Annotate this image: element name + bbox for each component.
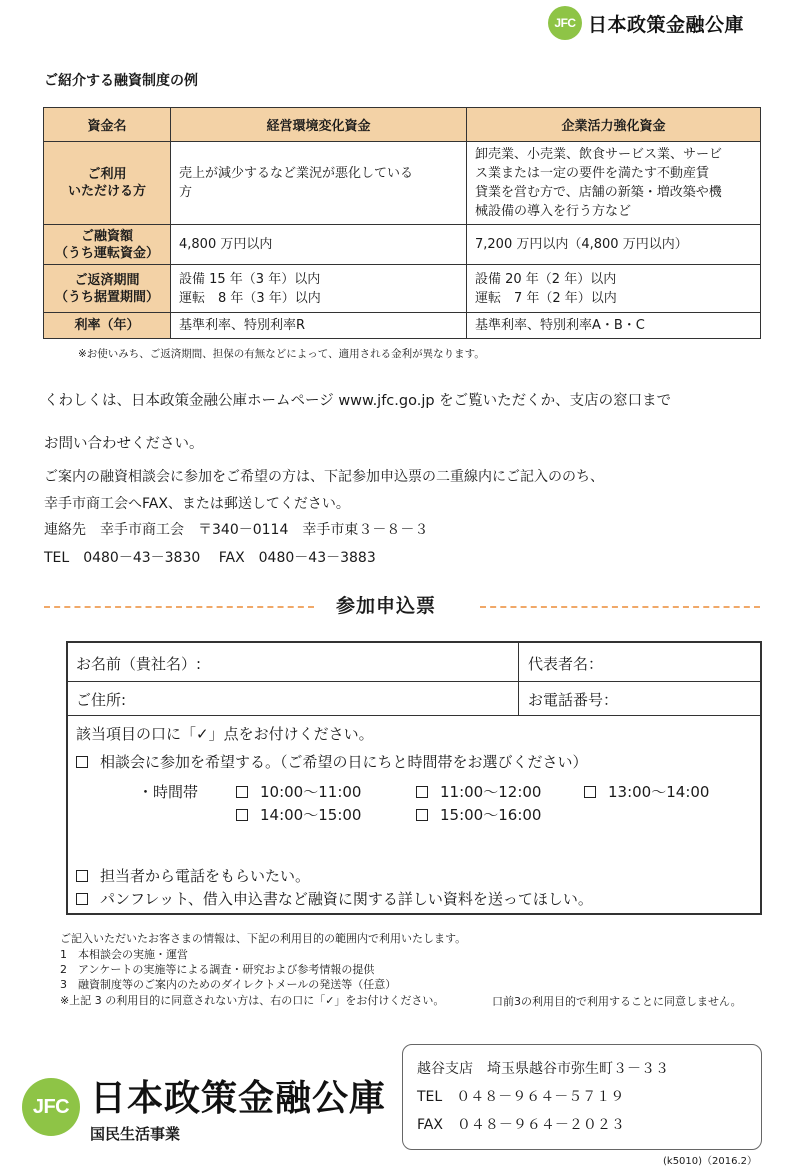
document-code: (k5010)（2016.2） bbox=[663, 1156, 758, 1167]
time-slot bbox=[584, 781, 709, 802]
cell-line: ス業または一定の要件を満たす不動産賃 bbox=[475, 166, 710, 181]
contact-phone: TEL 0480－43－3830 FAX 0480－43－3883 bbox=[44, 550, 376, 566]
table-header-cell: 企業活力強化資金 bbox=[467, 108, 761, 142]
section-title: ご紹介する融資制度の例 bbox=[44, 73, 198, 89]
time-slot-label: 13:00～14:00 bbox=[608, 783, 710, 801]
table-row bbox=[44, 313, 761, 339]
time-slot-checkbox[interactable] bbox=[416, 809, 428, 821]
branch-tel: TEL ０４８－９６４－５７１９ bbox=[417, 1089, 625, 1105]
table-header-row bbox=[44, 108, 761, 142]
form-divider bbox=[68, 681, 760, 682]
form-divider bbox=[518, 643, 519, 715]
name-field-label[interactable]: お名前（貴社名）: bbox=[76, 655, 202, 673]
branch-fax: FAX ０４８－９６４－２０２３ bbox=[417, 1117, 625, 1133]
contact-address: 連絡先 幸手市商工会 〒340－0114 幸手市東３－８－３ bbox=[44, 522, 429, 538]
footer-logo-sub: 国民生活事業 bbox=[90, 1125, 181, 1143]
row-head bbox=[44, 265, 171, 313]
table-row bbox=[44, 225, 761, 265]
info-paragraph: ご案内の融資相談会に参加をご希望の方は、下記参加申込票の二重線内にご記入ののち、 bbox=[44, 469, 604, 485]
time-slot-label: 15:00～16:00 bbox=[440, 806, 542, 824]
time-slot bbox=[416, 804, 541, 825]
jfc-logo-icon: JFC bbox=[548, 6, 582, 40]
logo-name: 日本政策金融公庫 bbox=[588, 13, 745, 36]
option-docs-label: パンフレット、借入申込書など融資に関する詳しい資料を送ってほしい。 bbox=[100, 890, 593, 908]
table-cell: 4,800 万円以内 bbox=[171, 225, 467, 265]
form-divider bbox=[68, 715, 760, 716]
table-cell bbox=[171, 142, 467, 225]
call-checkbox[interactable] bbox=[76, 870, 88, 882]
option-attend-label: 相談会に参加を希望する。（ご希望の日にちと時間帯をお選びください） bbox=[100, 753, 588, 771]
jfc-logo-icon: JFC bbox=[22, 1078, 80, 1136]
option-call-label: 担当者から電話をもらいたい。 bbox=[100, 867, 311, 885]
table-cell bbox=[467, 265, 761, 313]
cell-line: 方 bbox=[179, 185, 193, 200]
attend-checkbox[interactable] bbox=[76, 756, 88, 768]
representative-field-label[interactable]: 代表者名： bbox=[528, 655, 604, 673]
time-slot bbox=[416, 781, 541, 802]
loan-table bbox=[43, 107, 761, 339]
consent-checkbox-label[interactable]: 口前3の利用目的で利用することに同意しません。 bbox=[492, 995, 742, 1008]
time-slot-label: 10:00～11:00 bbox=[260, 783, 362, 801]
privacy-item: 1 本相談会の実施・運営 bbox=[60, 948, 188, 961]
info-paragraph: お問い合わせください。 bbox=[44, 436, 204, 452]
row-head-line: ご返済期間 bbox=[74, 272, 140, 288]
cell-line: 卸売業、小売業、飲食サービス業、サービ bbox=[475, 147, 723, 162]
time-slot-checkbox[interactable] bbox=[416, 786, 428, 798]
time-slot-checkbox[interactable] bbox=[236, 809, 248, 821]
time-label: ・時間帯 bbox=[138, 783, 199, 801]
cell-line: 設備 20 年（2 年）以内 bbox=[475, 271, 617, 287]
cell-line: 運転 8 年（3 年）以内 bbox=[179, 290, 321, 306]
dashed-divider bbox=[480, 606, 760, 608]
footer-logo-name: 日本政策金融公庫 bbox=[90, 1078, 387, 1119]
time-slot bbox=[236, 804, 361, 825]
option-docs bbox=[76, 888, 593, 909]
cell-line: 械設備の導入を行う方など bbox=[475, 204, 632, 219]
jfc-logo-bottom bbox=[22, 1070, 386, 1144]
address-field-label[interactable]: ご住所: bbox=[76, 691, 127, 709]
phone-field-label[interactable]: お電話番号： bbox=[528, 691, 619, 709]
table-cell bbox=[467, 142, 761, 225]
cell-line: 売上が減少するなど業況が悪化している bbox=[179, 166, 414, 181]
table-row bbox=[44, 142, 761, 225]
branch-contact-box bbox=[402, 1044, 762, 1150]
row-head-line: いただける方 bbox=[67, 184, 146, 199]
info-paragraph: 幸手市商工会へFAX、または郵送してください。 bbox=[44, 496, 350, 512]
table-row bbox=[44, 265, 761, 313]
privacy-item: 2 アンケートの実施等による調査・研究および参考情報の提供 bbox=[60, 963, 375, 976]
time-slot-label: 14:00～15:00 bbox=[260, 806, 362, 824]
application-form bbox=[66, 641, 762, 915]
table-note: ※お使いみち、ご返済期間、担保の有無などによって、適用される金利が異なります。 bbox=[78, 348, 485, 360]
table-cell bbox=[171, 265, 467, 313]
table-cell: 基準利率、特別利率A・B・C bbox=[467, 313, 761, 339]
time-slot-checkbox[interactable] bbox=[584, 786, 596, 798]
option-attend bbox=[76, 751, 588, 772]
option-call bbox=[76, 865, 310, 886]
row-head: 利率（年） bbox=[44, 313, 171, 339]
cell-line: 運転 7 年（2 年）以内 bbox=[475, 290, 617, 306]
row-head-line: （うち据置期間） bbox=[54, 289, 159, 305]
row-head-line: ご利用 bbox=[87, 167, 127, 182]
branch-address: 越谷支店 埼玉県越谷市弥生町３－３３ bbox=[417, 1061, 669, 1077]
privacy-item: 3 融資制度等のご案内のためのダイレクトメールの発送等（任意） bbox=[60, 978, 397, 991]
jfc-logo-top bbox=[548, 6, 744, 40]
row-head-line: （うち運転資金） bbox=[54, 245, 159, 261]
row-head bbox=[44, 225, 171, 265]
row-head-line: ご融資額 bbox=[80, 228, 133, 244]
table-header-cell: 経営環境変化資金 bbox=[171, 108, 467, 142]
time-slot-label: 11:00～12:00 bbox=[440, 783, 542, 801]
docs-checkbox[interactable] bbox=[76, 893, 88, 905]
privacy-opt-out: ※上記 3 の利用目的に同意されない方は、右の口に「✓」をお付けください。 bbox=[60, 994, 445, 1007]
cell-line: 貸業を営む方で、店舗の新築・増改築や機 bbox=[475, 185, 722, 200]
table-header-cell: 資金名 bbox=[44, 108, 171, 142]
cell-line: 設備 15 年（3 年）以内 bbox=[179, 271, 321, 287]
table-cell: 基準利率、特別利率R bbox=[171, 313, 467, 339]
privacy-intro: ご記入いただいたお客さまの情報は、下記の利用目的の範囲内で利用いたします。 bbox=[60, 932, 467, 945]
form-instruction: 該当項目の口に「✓」点をお付けください。 bbox=[76, 725, 374, 743]
dashed-divider bbox=[44, 606, 314, 608]
row-head bbox=[44, 142, 171, 225]
table-cell: 7,200 万円以内（4,800 万円以内） bbox=[467, 225, 761, 265]
info-paragraph: くわしくは、日本政策金融公庫ホームページ www.jfc.go.jp をご覧いただくか、支店の窓口まで bbox=[44, 393, 672, 409]
time-slot bbox=[236, 781, 361, 802]
time-slot-checkbox[interactable] bbox=[236, 786, 248, 798]
form-title: 参加申込票 bbox=[336, 595, 437, 617]
